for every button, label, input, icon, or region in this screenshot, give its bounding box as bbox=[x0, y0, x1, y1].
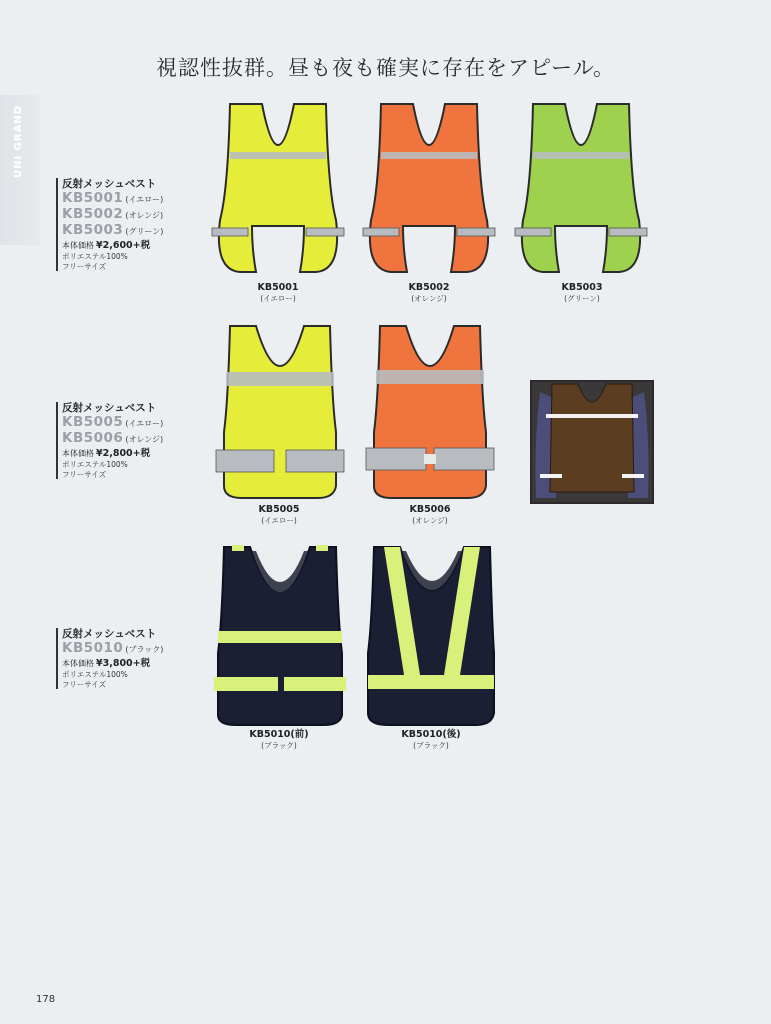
night-reflection-photo bbox=[530, 380, 654, 504]
group-title: 反射メッシュベスト bbox=[62, 402, 157, 414]
product-caption bbox=[218, 282, 338, 304]
side-tab bbox=[0, 95, 40, 245]
product-group-2 bbox=[56, 402, 163, 479]
caption-code: KB5003 bbox=[561, 282, 603, 293]
group-title: 反射メッシュベスト bbox=[62, 178, 157, 190]
caption-code: KB5001 bbox=[257, 282, 299, 293]
group-size: フリーサイズ bbox=[62, 261, 107, 271]
vest-body bbox=[374, 326, 486, 498]
side-strap-right bbox=[457, 228, 495, 236]
product-caption bbox=[371, 729, 491, 751]
price-label: 本体価格 bbox=[62, 241, 94, 250]
vest-image-kb5010-front bbox=[212, 543, 348, 729]
vest-image-kb5005 bbox=[214, 322, 346, 502]
caption-code: KB5006 bbox=[409, 504, 451, 515]
waist-strap-left bbox=[366, 448, 426, 470]
page-headline: 視認性抜群。昼も夜も確実に存在をアピール。 bbox=[155, 56, 616, 80]
side-strap-left bbox=[363, 228, 399, 236]
vest-image-kb5010-back bbox=[364, 543, 500, 729]
product-caption bbox=[219, 729, 339, 751]
reflective-stripe bbox=[230, 152, 326, 159]
group-item bbox=[62, 207, 163, 223]
caption-color: (グリーン) bbox=[564, 294, 600, 303]
item-color: (グリーン) bbox=[125, 227, 164, 236]
caption-color: (イエロー) bbox=[260, 294, 296, 303]
price-label: 本体価格 bbox=[62, 449, 94, 458]
group-price bbox=[62, 657, 163, 670]
reflective-band-chest bbox=[218, 631, 342, 643]
reflective-stripe bbox=[533, 152, 629, 159]
product-caption bbox=[219, 504, 339, 526]
item-color: (オレンジ) bbox=[125, 211, 164, 220]
price-value: ¥2,600+税 bbox=[96, 240, 151, 251]
group-material: ポリエステル100% bbox=[62, 460, 128, 469]
item-code: KB5006 bbox=[62, 430, 124, 446]
side-strap-left bbox=[515, 228, 551, 236]
group-size: フリーサイズ bbox=[62, 679, 107, 689]
vest-body bbox=[219, 104, 337, 272]
group-item bbox=[62, 223, 163, 239]
reflective-band-waist bbox=[368, 675, 494, 689]
waist-strap-left bbox=[214, 677, 278, 691]
side-strap-left bbox=[212, 228, 248, 236]
group-item bbox=[62, 641, 163, 657]
item-code: KB5010 bbox=[62, 640, 124, 656]
reflective-stripe bbox=[226, 372, 334, 386]
waist-strap-right bbox=[284, 677, 346, 691]
caption-code: KB5010(前) bbox=[249, 729, 309, 740]
group-item bbox=[62, 415, 163, 431]
group-price bbox=[62, 239, 163, 252]
product-caption bbox=[522, 282, 642, 304]
vest-body bbox=[370, 104, 488, 272]
vest-image-kb5002 bbox=[363, 100, 495, 280]
group-title: 反射メッシュベスト bbox=[62, 628, 157, 640]
caption-color: (オレンジ) bbox=[411, 294, 447, 303]
waist-strap-left bbox=[216, 450, 274, 472]
product-group-3 bbox=[56, 628, 163, 689]
caption-color: (ブラック) bbox=[413, 741, 449, 750]
group-material: ポリエステル100% bbox=[62, 670, 128, 679]
reflective-stripe bbox=[376, 370, 484, 384]
price-label: 本体価格 bbox=[62, 659, 94, 668]
item-code: KB5001 bbox=[62, 190, 124, 206]
group-item bbox=[62, 191, 163, 207]
group-item bbox=[62, 431, 163, 447]
page-number: 178 bbox=[36, 994, 56, 1005]
caption-color: (イエロー) bbox=[261, 516, 297, 525]
price-value: ¥3,800+税 bbox=[96, 658, 151, 669]
group-price bbox=[62, 447, 163, 460]
waist-strap-right bbox=[434, 448, 494, 470]
waist-strap-right bbox=[286, 450, 344, 472]
vest-body bbox=[522, 104, 640, 272]
price-value: ¥2,800+税 bbox=[96, 448, 151, 459]
side-strap-right bbox=[306, 228, 344, 236]
product-caption bbox=[370, 504, 490, 526]
group-material: ポリエステル100% bbox=[62, 252, 128, 261]
item-code: KB5002 bbox=[62, 206, 124, 222]
reflective-stripe bbox=[546, 414, 638, 418]
reflective-stripe bbox=[381, 152, 477, 159]
caption-color: (ブラック) bbox=[261, 741, 297, 750]
vest-image-kb5006 bbox=[364, 322, 496, 502]
caption-code: KB5002 bbox=[408, 282, 450, 293]
side-strap-right bbox=[609, 228, 647, 236]
product-caption bbox=[369, 282, 489, 304]
item-code: KB5005 bbox=[62, 414, 124, 430]
caption-code: KB5010(後) bbox=[401, 729, 461, 740]
item-color: (オレンジ) bbox=[125, 435, 164, 444]
item-color: (ブラック) bbox=[125, 645, 164, 654]
item-color: (イエロー) bbox=[125, 195, 164, 204]
group-size: フリーサイズ bbox=[62, 469, 107, 479]
item-code: KB5003 bbox=[62, 222, 124, 238]
caption-code: KB5005 bbox=[258, 504, 300, 515]
side-tab-label: UNI GRAND bbox=[13, 105, 24, 179]
item-color: (イエロー) bbox=[125, 419, 164, 428]
caption-color: (オレンジ) bbox=[412, 516, 448, 525]
vest-image-kb5003 bbox=[515, 100, 647, 280]
product-group-1 bbox=[56, 178, 163, 271]
vest-image-kb5001 bbox=[212, 100, 344, 280]
